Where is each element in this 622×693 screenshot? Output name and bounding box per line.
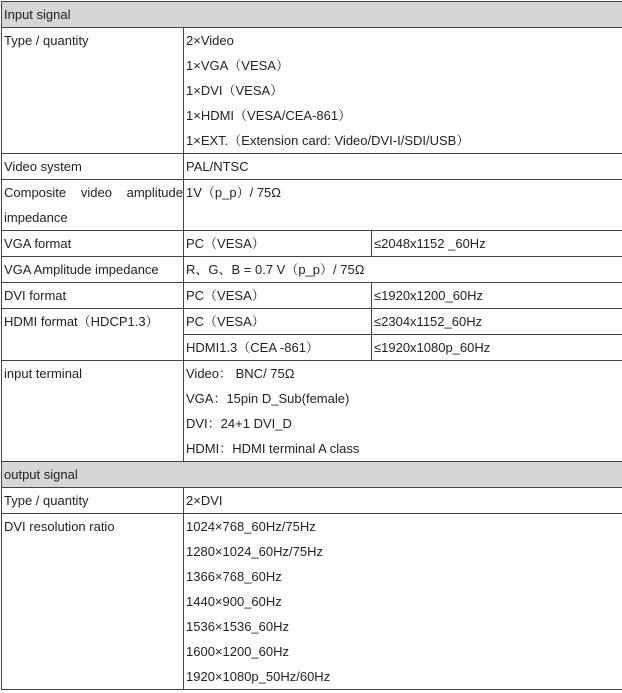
row-value: 2×DVI	[184, 488, 622, 514]
row-max-resolution: ≤2048x1152 _60Hz	[372, 231, 622, 257]
row-label: HDMI format（HDCP1.3）	[2, 309, 184, 361]
table-row-dvi-resolution	[2, 514, 622, 690]
row-label: Composite video amplitude impedance	[2, 180, 184, 231]
row-value-list	[184, 514, 622, 690]
table-row-hdmi-format	[2, 309, 622, 335]
row-label: Type / quantity	[2, 28, 184, 154]
table-row-output-type-quantity	[2, 488, 622, 514]
section-header-input	[2, 2, 622, 28]
list-item: 1366×768_60Hz	[186, 564, 622, 589]
section-header-output	[2, 462, 622, 488]
row-max-resolution: ≤1920x1080p_60Hz	[372, 335, 622, 361]
row-value: HDMI1.3（CEA -861）	[184, 335, 372, 361]
table-row-video-system	[2, 154, 622, 180]
row-label: DVI format	[2, 283, 184, 309]
row-label: Video system	[2, 154, 184, 180]
row-label: Type / quantity	[2, 488, 184, 514]
table-row-input-terminal	[2, 361, 622, 462]
row-max-resolution: ≤2304x1152_60Hz	[372, 309, 622, 335]
row-value: 1V（p_p）/ 75Ω	[184, 180, 622, 231]
list-item: 1440×900_60Hz	[186, 589, 622, 614]
list-item: HDMI：HDMI terminal A class	[186, 436, 622, 461]
table-row-input-type-quantity	[2, 28, 622, 154]
row-value: PC（VESA）	[184, 283, 372, 309]
row-label: VGA Amplitude impedance	[2, 257, 184, 283]
table-row-composite	[2, 180, 622, 231]
list-item: 1×HDMI（VESA/CEA-861）	[186, 103, 622, 128]
section-title-output: output signal	[2, 462, 622, 488]
row-value: R、G、B = 0.7 V（p_p）/ 75Ω	[184, 257, 622, 283]
row-value: PC（VESA）	[184, 231, 372, 257]
row-label: VGA format	[2, 231, 184, 257]
row-value-list	[184, 361, 622, 462]
list-item: 1600×1200_60Hz	[186, 639, 622, 664]
list-item: Video： BNC/ 75Ω	[186, 361, 622, 386]
spec-table	[1, 1, 622, 690]
row-label: DVI resolution ratio	[2, 514, 184, 690]
table-row-dvi-format	[2, 283, 622, 309]
list-item: VGA：15pin D_Sub(female)	[186, 386, 622, 411]
section-title-input: Input signal	[2, 2, 622, 28]
row-value: PC（VESA）	[184, 309, 372, 335]
list-item: 1280×1024_60Hz/75Hz	[186, 539, 622, 564]
list-item: 1024×768_60Hz/75Hz	[186, 514, 622, 539]
row-value-list	[184, 28, 622, 154]
table-row-vga-format	[2, 231, 622, 257]
row-value: PAL/NTSC	[184, 154, 622, 180]
list-item: 1×VGA（VESA）	[186, 53, 622, 78]
list-item: 1×DVI（VESA）	[186, 78, 622, 103]
row-max-resolution: ≤1920x1200_60Hz	[372, 283, 622, 309]
list-item: DVI：24+1 DVI_D	[186, 411, 622, 436]
list-item: 1536×1536_60Hz	[186, 614, 622, 639]
table-row-vga-amplitude	[2, 257, 622, 283]
list-item: 1×EXT.（Extension card: Video/DVI-I/SDI/USB）	[186, 128, 622, 153]
row-label: input terminal	[2, 361, 184, 462]
list-item: 2×Video	[186, 28, 622, 53]
list-item: 1920×1080p_50Hz/60Hz	[186, 664, 622, 689]
